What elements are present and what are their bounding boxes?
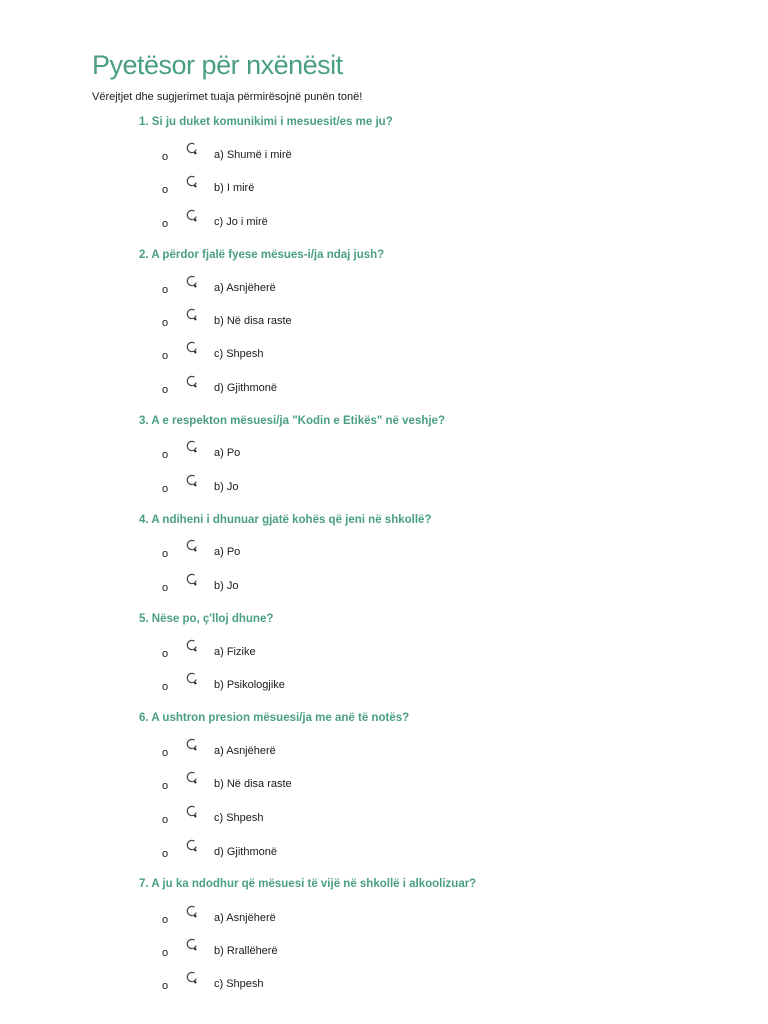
option-q2-c[interactable] xyxy=(0,347,768,367)
bullet-marker: o xyxy=(162,780,169,792)
option-q6-a[interactable] xyxy=(0,744,768,764)
option-q6-d[interactable] xyxy=(0,845,768,865)
option-label: b) Psikologjike xyxy=(214,679,285,691)
option-label: a) Po xyxy=(214,546,241,558)
bullet-marker: o xyxy=(162,218,169,230)
option-q3-b[interactable] xyxy=(0,480,768,500)
bullet-marker: o xyxy=(162,947,169,959)
radio-icon[interactable] xyxy=(185,904,199,918)
option-q5-b[interactable] xyxy=(0,678,768,698)
option-label: c) Shpesh xyxy=(214,348,264,360)
radio-icon[interactable] xyxy=(185,770,199,784)
option-label: c) Shpesh xyxy=(214,978,264,990)
option-q4-b[interactable] xyxy=(0,579,768,599)
option-q2-a[interactable] xyxy=(0,281,768,301)
question-2: 2. A përdor fjalë fyese mësues-i/ja ndaj jush? xyxy=(139,249,385,261)
bullet-marker: o xyxy=(162,284,169,296)
question-5: 5. Nëse po, ç'lloj dhune? xyxy=(139,613,274,625)
radio-icon[interactable] xyxy=(185,473,199,487)
option-q2-d[interactable] xyxy=(0,381,768,401)
page-subtitle: Vërejtjet dhe sugjerimet tuaja përmirësojnë punën tonë! xyxy=(92,91,363,103)
question-1: 1. Si ju duket komunikimi i mesuesit/es me ju? xyxy=(139,116,393,128)
bullet-marker: o xyxy=(162,184,169,196)
radio-icon[interactable] xyxy=(185,274,199,288)
bullet-marker: o xyxy=(162,980,169,992)
bullet-marker: o xyxy=(162,681,169,693)
bullet-marker: o xyxy=(162,914,169,926)
radio-icon[interactable] xyxy=(185,174,199,188)
bullet-marker: o xyxy=(162,317,169,329)
option-label: c) Jo i mirë xyxy=(214,216,268,228)
option-label: d) Gjithmonë xyxy=(214,846,277,858)
radio-icon[interactable] xyxy=(185,374,199,388)
option-label: b) Në disa raste xyxy=(214,778,292,790)
option-label: b) Rrallëherë xyxy=(214,945,278,957)
bullet-marker: o xyxy=(162,582,169,594)
bullet-marker: o xyxy=(162,449,169,461)
option-q7-b[interactable] xyxy=(0,944,768,964)
radio-icon[interactable] xyxy=(185,638,199,652)
option-q4-a[interactable] xyxy=(0,545,768,565)
bullet-marker: o xyxy=(162,848,169,860)
radio-icon[interactable] xyxy=(185,838,199,852)
bullet-marker: o xyxy=(162,548,169,560)
radio-icon[interactable] xyxy=(185,970,199,984)
radio-icon[interactable] xyxy=(185,439,199,453)
radio-icon[interactable] xyxy=(185,804,199,818)
option-q5-a[interactable] xyxy=(0,645,768,665)
question-4: 4. A ndiheni i dhunuar gjatë kohës që jeni në shkollë? xyxy=(139,514,432,526)
option-q1-a[interactable] xyxy=(0,148,768,168)
bullet-marker: o xyxy=(162,648,169,660)
radio-icon[interactable] xyxy=(185,937,199,951)
question-3: 3. A e respekton mësuesi/ja "Kodin e Etikës" në veshje? xyxy=(139,415,445,427)
bullet-marker: o xyxy=(162,483,169,495)
bullet-marker: o xyxy=(162,350,169,362)
radio-icon[interactable] xyxy=(185,671,199,685)
option-label: a) Asnjëherë xyxy=(214,912,276,924)
option-q6-b[interactable] xyxy=(0,777,768,797)
bullet-marker: o xyxy=(162,151,169,163)
page-title: Pyetësor për nxënësit xyxy=(92,50,343,80)
option-label: a) Asnjëherë xyxy=(214,282,276,294)
radio-icon[interactable] xyxy=(185,141,199,155)
option-label: b) Në disa raste xyxy=(214,315,292,327)
radio-icon[interactable] xyxy=(185,572,199,586)
bullet-marker: o xyxy=(162,814,169,826)
question-6: 6. A ushtron presion mësuesi/ja me anë të notës? xyxy=(139,712,410,724)
option-q7-c[interactable] xyxy=(0,977,768,997)
option-label: b) Jo xyxy=(214,481,239,493)
radio-icon[interactable] xyxy=(185,538,199,552)
option-label: a) Shumë i mirë xyxy=(214,149,292,161)
radio-icon[interactable] xyxy=(185,307,199,321)
option-label: d) Gjithmonë xyxy=(214,382,277,394)
option-label: a) Asnjëherë xyxy=(214,745,276,757)
option-label: a) Po xyxy=(214,447,241,459)
option-label: a) Fizike xyxy=(214,646,256,658)
radio-icon[interactable] xyxy=(185,737,199,751)
option-q1-b[interactable] xyxy=(0,181,768,201)
option-label: c) Shpesh xyxy=(214,812,264,824)
option-q7-a[interactable] xyxy=(0,911,768,931)
bullet-marker: o xyxy=(162,747,169,759)
radio-icon[interactable] xyxy=(185,208,199,222)
option-label: b) Jo xyxy=(214,580,239,592)
bullet-marker: o xyxy=(162,384,169,396)
option-q1-c[interactable] xyxy=(0,215,768,235)
question-7: 7. A ju ka ndodhur që mësuesi të vijë në shkollë i alkoolizuar? xyxy=(139,878,477,890)
option-q2-b[interactable] xyxy=(0,314,768,334)
option-q6-c[interactable] xyxy=(0,811,768,831)
option-label: b) I mirë xyxy=(214,182,255,194)
option-q3-a[interactable] xyxy=(0,446,768,466)
radio-icon[interactable] xyxy=(185,340,199,354)
